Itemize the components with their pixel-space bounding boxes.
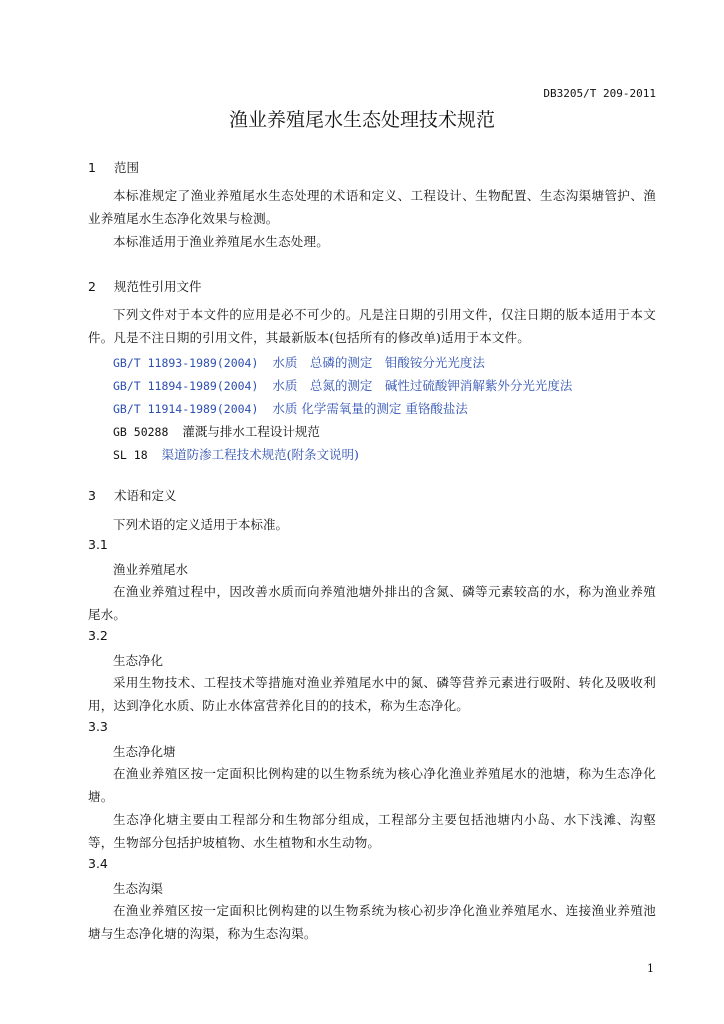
section-number: 3 (88, 488, 96, 503)
reference-standard: SL 18 (113, 448, 148, 462)
reference-standard: GB/T 11893-1989(2004) (113, 356, 259, 370)
term-number: 3.2 (88, 628, 108, 643)
term-number: 3.1 (88, 537, 108, 552)
reference-title: 水质 化学需氧量的测定 重铬酸盐法 (272, 401, 468, 416)
term-definition: 在渔业养殖区按一定面积比例构建的以生物系统为核心初步净化渔业养殖尾水、连接渔业养殖池塘与生态净化塘的沟渠，称为生态沟渠。 (88, 903, 656, 941)
reference-item (113, 422, 320, 440)
term-definition: 在渔业养殖过程中，因改善水质而向养殖池塘外排出的含氮、磷等元素较高的水，称为渔业养殖尾水。 (88, 584, 656, 622)
section-title: 规范性引用文件 (113, 279, 202, 294)
reference-title: 水质 总磷的测定 钼酸铵分光光度法 (272, 355, 485, 370)
document-number: DB3205/T 209-2011 (543, 87, 656, 100)
page-number: 1 (647, 962, 654, 975)
term-definition: 采用生物技术、工程技术等措施对渔业养殖尾水中的氮、磷等营养元素进行吸附、转化及吸收利用，达到净化水质、防止水体富营养化目的的技术，称为生态净化。 (88, 675, 656, 713)
term-name: 生态净化塘 (113, 744, 176, 759)
term-number: 3.3 (88, 719, 108, 734)
document-title: 渔业养殖尾水生态处理技术规范 (228, 109, 495, 131)
term-definition: 在渔业养殖区按一定面积比例构建的以生物系统为核心净化渔业养殖尾水的池塘，称为生态净化塘。 (88, 766, 656, 804)
reference-title: 渠道防渗工程技术规范(附条文说明) (161, 447, 359, 462)
term-name: 渔业养殖尾水 (113, 562, 189, 577)
reference-standard: GB 50288 (113, 425, 169, 439)
section-number: 1 (88, 160, 96, 175)
section-1-paragraph-2: 本标准适用于渔业养殖尾水生态处理。 (113, 234, 329, 249)
section-3-intro: 下列术语的定义适用于本标准。 (113, 517, 289, 532)
section-2-heading (88, 277, 202, 295)
section-title: 术语和定义 (113, 488, 177, 503)
reference-standard: GB/T 11914-1989(2004) (113, 402, 259, 416)
term-definition-continued: 生态净化塘主要由工程部分和生物部分组成，工程部分主要包括池塘内小岛、水下浅滩、沟壑等，生物部分包括护坡植物、水生植物和水生动物。 (88, 812, 656, 850)
reference-item[interactable] (113, 376, 572, 394)
reference-item[interactable] (113, 445, 359, 463)
term-number: 3.4 (88, 856, 108, 871)
term-name: 生态沟渠 (113, 881, 164, 896)
section-1-heading (88, 158, 139, 176)
section-2-paragraph-1: 下列文件对于本文件的应用是必不可少的。凡是注日期的引用文件，仅注日期的版本适用于本文件。凡是不注日期的引用文件，其最新版本(包括所有的修改单)适用于本文件。 (88, 307, 656, 345)
reference-item[interactable] (113, 353, 485, 371)
reference-standard: GB/T 11894-1989(2004) (113, 379, 259, 393)
reference-item[interactable] (113, 399, 468, 417)
reference-title: 灌溉与排水工程设计规范 (182, 424, 320, 439)
section-3-heading (88, 486, 177, 504)
section-1-paragraph-1: 本标准规定了渔业养殖尾水生态处理的术语和定义、工程设计、生物配置、生态沟渠塘管护、渔业养殖尾水生态净化效果与检测。 (88, 188, 656, 226)
section-number: 2 (88, 279, 96, 294)
term-name: 生态净化 (113, 653, 164, 668)
reference-title: 水质 总氮的测定 碱性过硫酸钾消解紫外分光光度法 (272, 378, 573, 393)
section-title: 范围 (113, 160, 139, 175)
